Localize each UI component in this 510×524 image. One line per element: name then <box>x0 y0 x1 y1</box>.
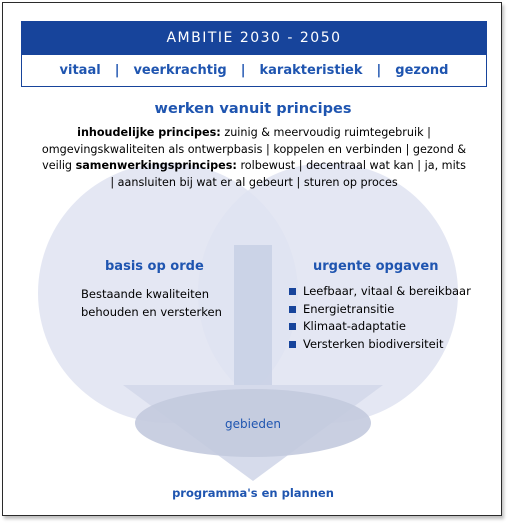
principles-text <box>39 125 469 191</box>
value-separator: | <box>376 63 382 78</box>
content-principles-text: zuinig & meervoudig ruimtegebruik | omgevingskwaliteiten als ontwerpbasis | koppelen en verbinden | gezond & veilig <box>41 126 467 172</box>
cooperation-principles-label: samenwerkingsprincipes: <box>75 159 237 172</box>
basis-text-line: behouden en versterken <box>81 305 222 319</box>
ambition-values <box>21 55 487 87</box>
square-bullet-icon <box>289 323 296 330</box>
urgent-list <box>289 283 471 353</box>
basis-text-line: Bestaande kwaliteiten <box>81 287 210 301</box>
ambition-block <box>21 21 487 87</box>
square-bullet-icon <box>289 288 296 295</box>
cooperation-principles-text: rolbewust | decentraal wat kan | ja, mits | aansluiten bij wat er al gebeurt | sturen op proces <box>110 159 466 189</box>
square-bullet-icon <box>289 341 296 348</box>
value-veerkrachtig: veerkrachtig <box>133 63 227 78</box>
basis-text <box>81 285 241 321</box>
urgent-item-label: Versterken biodiversiteit <box>303 336 444 351</box>
principles-heading: werken vanuit principes <box>154 101 352 117</box>
urgent-item <box>289 301 471 319</box>
urgent-item <box>289 318 471 336</box>
value-gezond: gezond <box>395 63 449 78</box>
value-karakteristiek: karakteristiek <box>259 63 363 78</box>
urgent-item <box>289 336 471 354</box>
diagram-frame <box>2 2 502 516</box>
square-bullet-icon <box>289 306 296 313</box>
value-separator: | <box>240 63 246 78</box>
ambition-title: AMBITIE 2030 - 2050 <box>21 21 487 55</box>
urgent-heading: urgente opgaven <box>313 259 439 274</box>
content-principles-label: inhoudelijke principes: <box>77 126 221 139</box>
basis-heading: basis op orde <box>105 259 204 274</box>
urgent-item <box>289 283 471 301</box>
value-vitaal: vitaal <box>59 63 101 78</box>
value-separator: | <box>114 63 120 78</box>
areas-label: gebieden <box>225 417 281 431</box>
urgent-item-label: Klimaat-adaptatie <box>303 319 406 333</box>
urgent-item-label: Energietransitie <box>303 301 395 316</box>
urgent-item-label: Leefbaar, vitaal & bereikbaar <box>303 284 471 298</box>
programs-label: programma's en plannen <box>172 486 334 500</box>
